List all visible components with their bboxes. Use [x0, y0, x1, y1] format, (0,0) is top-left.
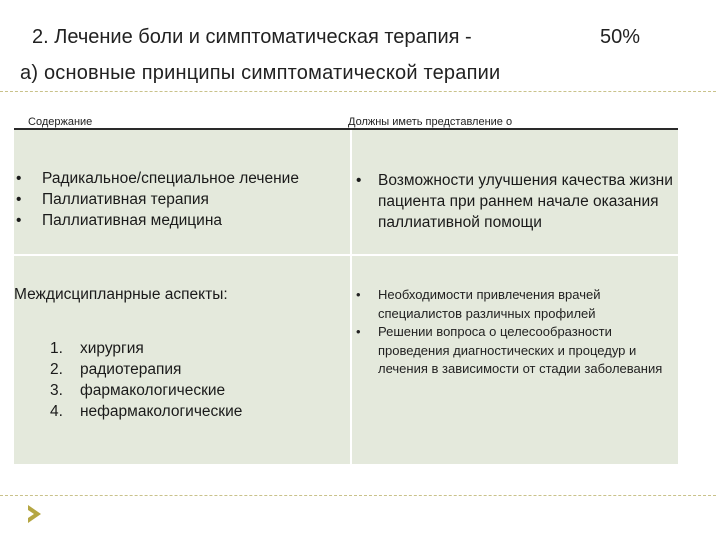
list-number: 2. [50, 361, 63, 378]
slide-title-percent: 50% [600, 26, 641, 48]
slide-subtitle: а) основные принципы симптоматической терапии [20, 62, 501, 84]
list-item [50, 380, 242, 401]
bottom-dashed-divider [0, 495, 716, 496]
row-divider [14, 254, 678, 256]
list-item-text: нефармакологические [80, 403, 243, 420]
list-item [50, 359, 242, 380]
list-item: • Решении вопроса о целесообразности проведения диагностических и процедур и лечения в зависимости от стадии заболевания [356, 323, 674, 379]
list-number: 4. [50, 403, 63, 420]
interdisciplinary-list [50, 338, 242, 422]
specialists-list [356, 286, 674, 379]
header-content: Содержание [28, 116, 93, 128]
list-item: • Паллиативная терапия [16, 189, 299, 210]
list-item: • Необходимости привлечения врачей специалистов различных профилей [356, 286, 674, 323]
cell-specialists [352, 256, 678, 464]
list-item-text: фармакологические [80, 382, 226, 399]
slide-title-line1 [32, 26, 641, 49]
header-should-know: Должны иметь представление о [348, 116, 513, 128]
chevron-right-icon [26, 503, 44, 525]
quality-of-life-list [356, 170, 678, 233]
list-item [50, 401, 242, 422]
column-divider [350, 130, 352, 464]
list-number: 3. [50, 382, 63, 399]
treatment-types-list [16, 168, 299, 231]
list-item-text: радиотерапия [80, 361, 182, 378]
interdisciplinary-heading: Междисципланрные аспекты: [14, 286, 228, 303]
list-item-text: хирургия [80, 340, 144, 357]
cell-treatment-types [14, 130, 350, 254]
list-item [50, 338, 242, 359]
list-item: • Радикальное/специальное лечение [16, 168, 299, 189]
cell-quality-of-life [352, 130, 678, 254]
list-number: 1. [50, 340, 63, 357]
top-dashed-divider [0, 91, 716, 92]
content-table [14, 116, 678, 464]
cell-interdisciplinary [14, 256, 350, 464]
list-item: • Возможности улучшения качества жизни пациента при раннем начале оказания паллиативной помощи [356, 170, 678, 233]
slide-title-text: 2. Лечение боли и симптоматическая терапия - [32, 26, 472, 48]
list-item: • Паллиативная медицина [16, 210, 299, 231]
